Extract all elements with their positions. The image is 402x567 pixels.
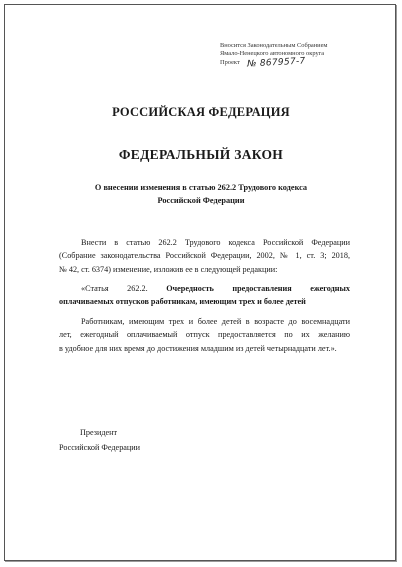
- article-heading-line: оплачиваемых отпусков работникам, имеющим трех и более детей: [59, 297, 306, 307]
- law-title-line: О внесении изменения в статью 262.2 Трудового кодекса: [94, 183, 308, 192]
- law-title-line: Российской Федерации: [157, 196, 245, 205]
- project-number: № 867957-7: [247, 56, 307, 70]
- article-heading-text: Очередность предоставления ежегодных: [166, 284, 351, 293]
- article-heading-line: [59, 282, 350, 295]
- submission-note: [220, 42, 328, 70]
- law-title: [0, 181, 402, 207]
- paragraph-line: Внести в статью 262.2 Трудового кодекса Российской Федерации: [81, 238, 350, 247]
- amendment-paragraph: [59, 236, 350, 276]
- article-prefix: «Статья 262.2.: [81, 284, 148, 293]
- paragraph-line: лет, ежегодный оплачиваемый отпуск предоставляется по их желанию: [59, 330, 350, 340]
- paragraph-line: (Собрание законодательства Российской Федерации, 2002, № 1, ст. 3; 2018,: [59, 251, 350, 261]
- paragraph-line: Работникам, имеющим трех и более детей в возрасте до восемнадцати: [81, 317, 350, 326]
- paragraph-line: в удобное для них время до достижения младшим из детей четырнадцати лет.».: [59, 343, 337, 353]
- article-body-paragraph: [59, 315, 350, 355]
- project-line: [220, 56, 327, 70]
- paragraph-line: № 42, ст. 6374) изменение, изложив ее в следующей редакции:: [59, 264, 278, 274]
- signature-subtitle: Российской Федерации: [59, 443, 141, 452]
- submission-note-line: Вносится Законодательным Собранием: [220, 42, 328, 49]
- article-heading: [59, 282, 350, 309]
- country-heading: РОССИЙСКАЯ ФЕДЕРАЦИЯ: [112, 105, 290, 119]
- project-label: Проект: [220, 59, 240, 66]
- signature-title: Президент: [80, 428, 118, 437]
- submission-note-line: Ямало-Ненецкого автономного округа: [220, 50, 325, 57]
- law-type-heading: ФЕДЕРАЛЬНЫЙ ЗАКОН: [118, 147, 284, 162]
